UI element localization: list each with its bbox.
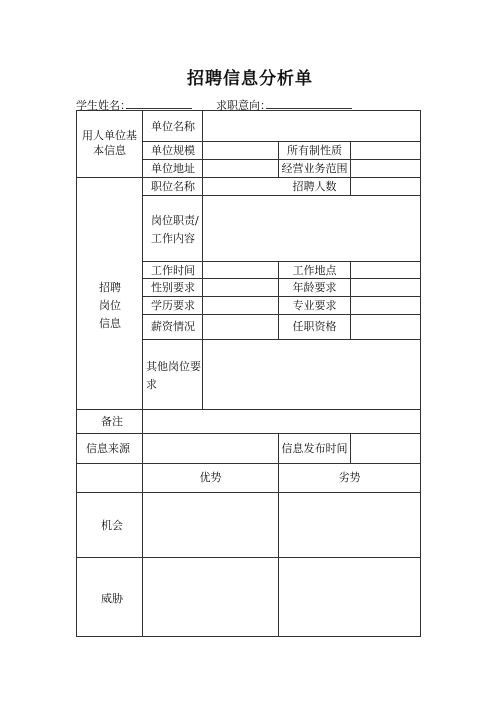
threats-label: 威胁: [101, 592, 123, 605]
form-title: 招聘信息分析单: [187, 69, 313, 89]
unit-address-label: 单位地址: [151, 162, 195, 175]
source-label: 信息来源: [86, 442, 130, 455]
student-name-label: 学生姓名：: [76, 99, 131, 112]
recruit-section-label: 招聘岗位信息: [99, 281, 121, 330]
duties-label: 岗位职责/工作内容: [151, 214, 199, 245]
unit-scale-label: 单位规模: [151, 144, 195, 157]
publish-time-label: 信息发布时间: [281, 442, 348, 455]
qualification-label: 任职资格: [292, 320, 337, 333]
major-req-label: 专业要求: [292, 299, 337, 312]
notes-label: 备注: [101, 415, 123, 428]
other-req-label: 其他岗位要求: [146, 360, 201, 391]
headcount-label: 招聘人数: [292, 180, 337, 193]
position-name-label: 职位名称: [151, 180, 195, 193]
edu-req-label: 学历要求: [151, 299, 195, 312]
job-intent-label: 求职意向：: [216, 99, 271, 112]
business-scope-label: 经营业务范围: [281, 162, 348, 175]
gender-req-label: 性别要求: [151, 281, 195, 294]
unit-name-label: 单位名称: [151, 120, 195, 133]
opportunities-label: 机会: [101, 519, 123, 532]
work-place-label: 工作地点: [292, 264, 337, 277]
weaknesses-label: 劣势: [338, 471, 361, 484]
ownership-label: 所有制性质: [287, 144, 342, 157]
strengths-label: 优势: [199, 471, 222, 484]
age-req-label: 年龄要求: [292, 281, 337, 294]
employer-section-label: 用人单位基本信息: [82, 129, 137, 157]
salary-label: 薪资情况: [151, 320, 195, 333]
work-time-label: 工作时间: [151, 264, 195, 277]
